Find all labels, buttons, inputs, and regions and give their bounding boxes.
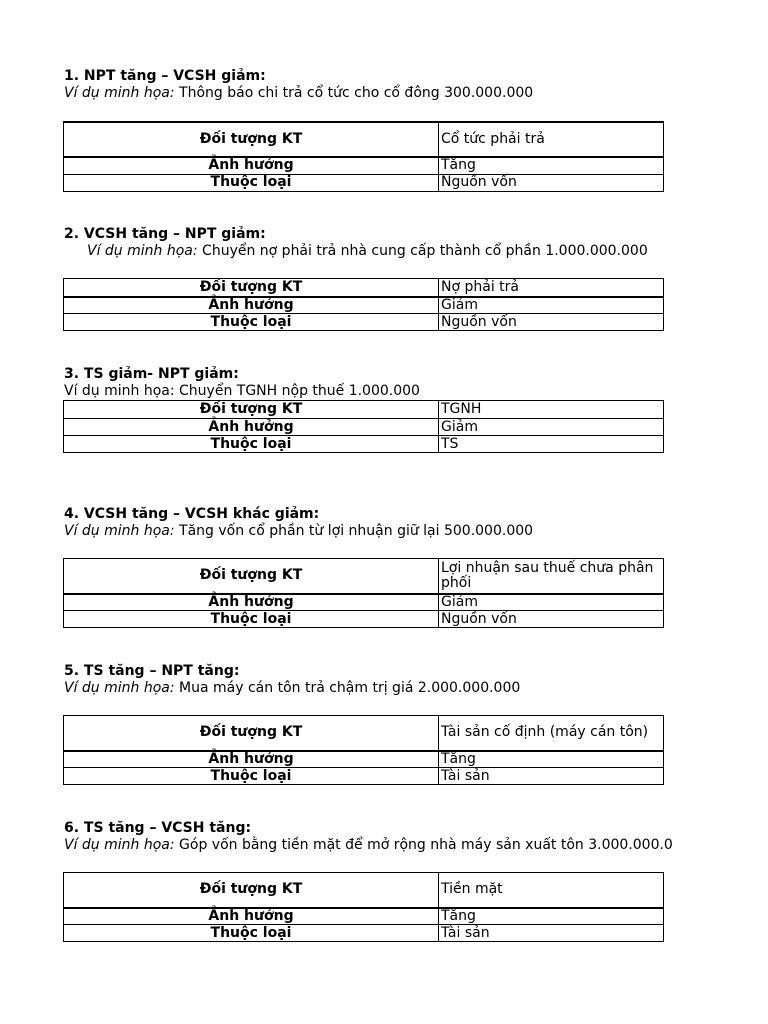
row-value: Nguồn vốn — [439, 611, 664, 628]
section-heading: 4. VCSH tăng – VCSH khác giảm: — [64, 506, 320, 522]
row-key: Thuộc loại — [64, 925, 439, 942]
table-row — [64, 297, 664, 314]
section-1 — [64, 68, 664, 102]
example-line — [64, 523, 664, 540]
row-key: Thuộc loại — [64, 768, 439, 785]
table-row — [64, 716, 664, 751]
section-heading: 6. TS tăng – VCSH tăng: — [64, 820, 252, 836]
table-row — [64, 174, 664, 191]
row-key: Đối tượng KT — [64, 122, 439, 157]
table-row — [64, 436, 664, 453]
row-key: Đối tượng KT — [64, 716, 439, 751]
row-value: Cổ tức phải trả — [439, 122, 664, 157]
section-4 — [64, 506, 664, 540]
section-3 — [64, 366, 664, 400]
row-key: Thuộc loại — [64, 611, 439, 628]
row-value: Tài sản — [439, 768, 664, 785]
table-row — [64, 751, 664, 768]
account-table-2 — [63, 278, 664, 331]
row-key: Ảnh hưởng — [64, 751, 439, 768]
row-key: Đối tượng KT — [64, 401, 439, 419]
table-row — [64, 122, 664, 157]
example-line — [64, 837, 673, 854]
example-label: Ví dụ minh họa: — [64, 85, 175, 101]
table-row — [64, 559, 664, 594]
section-heading: 5. TS tăng – NPT tăng: — [64, 663, 240, 679]
example-text: Tăng vốn cổ phần từ lợi nhuận giữ lại 500.000.000 — [174, 523, 534, 539]
table-row — [64, 611, 664, 628]
row-value: Lợi nhuận sau thuế chưa phân phối — [439, 559, 664, 594]
row-key: Ảnh hưởng — [64, 594, 439, 611]
row-value: Nguồn vốn — [439, 174, 664, 191]
row-value: Giảm — [439, 419, 664, 436]
section-heading: 2. VCSH tăng – NPT giảm: — [64, 226, 266, 242]
table-row — [64, 873, 664, 908]
table-row — [64, 157, 664, 174]
row-value: Tăng — [439, 908, 664, 925]
table-row — [64, 768, 664, 785]
table-row — [64, 279, 664, 297]
example-label: Ví dụ minh họa: — [64, 837, 175, 853]
example-line — [64, 383, 664, 400]
row-value: Tăng — [439, 751, 664, 768]
row-value: Tăng — [439, 157, 664, 174]
example-text: Góp vốn bằng tiền mặt để mở rộng nhà máy sản xuất tôn 3.000.000.0 — [174, 837, 673, 853]
account-table-3 — [63, 400, 664, 453]
row-key: Thuộc loại — [64, 174, 439, 191]
example-text: Mua máy cán tôn trả chậm trị giá 2.000.000.000 — [174, 680, 521, 696]
row-value: TGNH — [439, 401, 664, 419]
example-line — [64, 243, 664, 260]
section-heading: 3. TS giảm- NPT giảm: — [64, 366, 239, 382]
row-key: Thuộc loại — [64, 314, 439, 331]
table-row — [64, 401, 664, 419]
row-key: Ảnh hưởng — [64, 419, 439, 436]
table-row — [64, 594, 664, 611]
row-key: Ảnh hưởng — [64, 157, 439, 174]
row-value: Tiền mặt — [439, 873, 664, 908]
table-row — [64, 314, 664, 331]
row-key: Ảnh hưởng — [64, 908, 439, 925]
section-2 — [64, 226, 664, 260]
table-row — [64, 419, 664, 436]
row-key: Đối tượng KT — [64, 279, 439, 297]
example-text: Chuyển nợ phải trả nhà cung cấp thành cổ phần 1.000.000.000 — [197, 243, 648, 259]
row-value: Nguồn vốn — [439, 314, 664, 331]
row-value: Nợ phải trả — [439, 279, 664, 297]
example-line — [64, 680, 664, 697]
table-row — [64, 908, 664, 925]
row-value: Giảm — [439, 594, 664, 611]
account-table-6 — [63, 872, 664, 942]
example-label: Ví dụ minh họa: — [64, 523, 175, 539]
example-text: Ví dụ minh họa: Chuyển TGNH nộp thuế 1.000.000 — [64, 383, 420, 399]
example-label: Ví dụ minh họa: — [64, 680, 175, 696]
row-value: Tài sản cố định (máy cán tôn) — [439, 716, 664, 751]
example-line — [64, 85, 664, 102]
row-key: Đối tượng KT — [64, 873, 439, 908]
table-row — [64, 925, 664, 942]
row-value: TS — [439, 436, 664, 453]
account-table-4 — [63, 558, 664, 628]
example-label: Ví dụ minh họa: — [87, 243, 198, 259]
account-table-1 — [63, 121, 664, 192]
example-text: Thông báo chi trả cổ tức cho cổ đông 300.000.000 — [174, 85, 534, 101]
section-6 — [64, 820, 673, 854]
row-key: Thuộc loại — [64, 436, 439, 453]
account-table-5 — [63, 715, 664, 785]
section-5 — [64, 663, 664, 697]
row-key: Ảnh hưởng — [64, 297, 439, 314]
section-heading: 1. NPT tăng – VCSH giảm: — [64, 68, 266, 84]
row-key: Đối tượng KT — [64, 559, 439, 594]
row-value: Giảm — [439, 297, 664, 314]
row-value: Tài sản — [439, 925, 664, 942]
